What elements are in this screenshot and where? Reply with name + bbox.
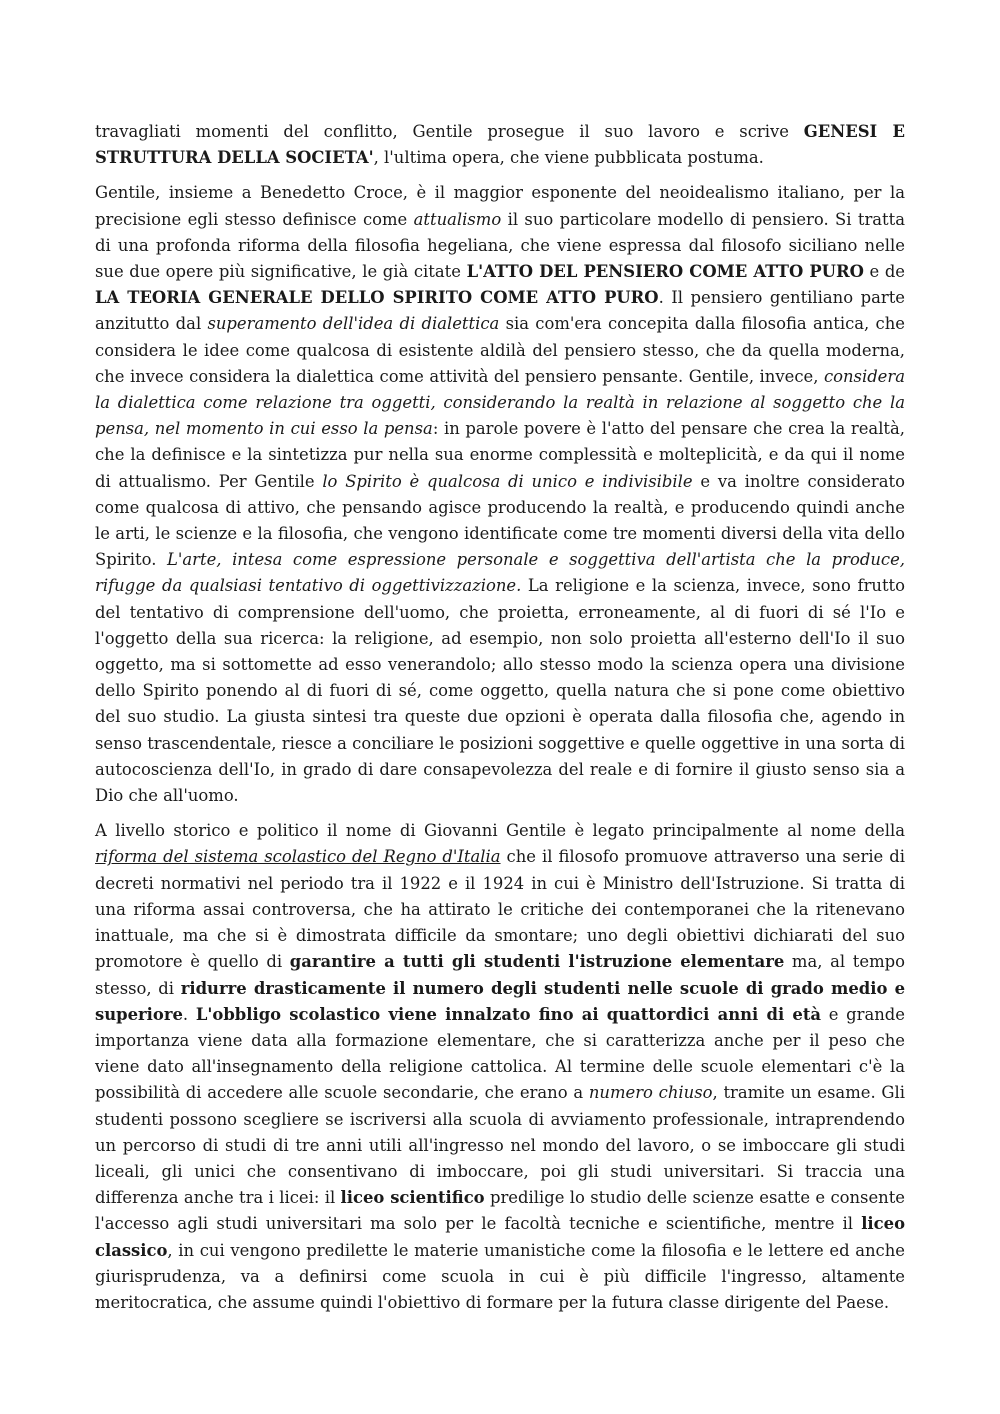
text-segment-normal: sia com'era concepita dalla filosofia antica, che considera le idee come qualcosa di esistente aldilà del pensiero stesso, che da quella moderna, che invece considera la dialettica come attività del pensiero pensante. Gentile, invece, (95, 314, 905, 386)
text-segment-bold: GENESI E STRUTTURA DELLA SOCIETA' (95, 122, 905, 168)
text-segment-bold: liceo scientifico (340, 1188, 485, 1208)
paragraph-genesi (95, 119, 905, 171)
text-segment-bold: ridurre drasticamente il numero degli studenti nelle scuole di grado medio e superiore (95, 978, 905, 1024)
text-segment-normal: . Il pensiero gentiliano parte anzitutto dal (95, 288, 906, 334)
text-segment-normal: ma, al tempo stesso, di (95, 952, 905, 998)
text-segment-normal: . (182, 1004, 196, 1024)
document-page (95, 119, 905, 1325)
text-segment-normal: travagliati momenti del conflitto, Gentile prosegue il suo lavoro e scrive (95, 122, 804, 141)
text-segment-normal: La religione e la scienza, invece, sono frutto del tentativo di comprensione dell'uomo, che proietta, erroneamente, al di fuori di sé l'Io e l'oggetto della sua ricerca: la religione, ad esempio, non solo proietta all'esterno dell'Io il suo oggetto, ma si sottomette ad esso venerandolo; allo stesso modo la scienza opera una divisione dello Spirito ponendo al di fuori di sé, come oggetto, quella natura che si pone come obiettivo del suo studio. La giusta sintesi tra queste due opzioni è operata dalla filosofia che, agendo in senso trascendentale, riesce a conciliare le posizioni soggettive e quelle oggettive in una sorta di autocoscienza dell'Io, in grado di dare consapevolezza del reale e di fornire il giusto senso sia a Dio che all'uomo. (95, 576, 905, 806)
text-segment-normal: : in parole povere è l'atto del pensare che crea la realtà, che la definisce e la sintetizza pur nella sua enorme complessità e molteplicità, e da qui il nome di attualismo. Per Gentile (95, 419, 905, 491)
text-segment-italic: attualismo (413, 209, 502, 229)
underlined-text: riforma del sistema scolastico del Regno d'Italia (95, 847, 501, 867)
text-segment-italic: lo Spirito è qualcosa di unico e indivisibile (322, 471, 693, 491)
text-segment-italic: considera la dialettica come relazione tra oggetti, considerando la realtà in relazione al soggetto che la pensa, nel momento in cui esso la pensa (95, 366, 905, 439)
text-segment-normal: predilige lo studio delle scienze esatte e consente l'accesso agli studi universitari ma solo per le facoltà tecniche e scientifiche, mentre il (95, 1188, 906, 1234)
text-segment-normal: e va inoltre considerato come qualcosa di attivo, che pensando agisce producendo la realtà, e producendo quindi anche le arti, le scienze e la filosofia, che vengono identificate come tre momenti diversi della vita dello Spirito. (95, 471, 905, 570)
text-segment-bold: L'ATTO DEL PENSIERO COME ATTO PURO (466, 262, 864, 282)
paragraph-riforma-scolastica (95, 818, 905, 1316)
text-segment-italic-underline (95, 847, 501, 866)
text-segment-normal: e de (863, 262, 906, 282)
text-segment-normal: che il filosofo promuove attraverso una serie di decreti normativi nel periodo tra il 1922 e il 1924 in cui è Ministro dell'Istruzione. Si tratta di una riforma assai controversa, che ha attirato le critiche dei contemporanei che la ritenevano inattuale, ma che si è dimostrata difficile da smontare; uno degli obiettivi dichiarati del suo promotore è quello di (95, 847, 905, 972)
text-segment-normal: , tramite un esame. Gli studenti possono scegliere se iscriversi alla scuola di avviamento professionale, intraprendendo un percorso di studi di tre anni utili all'ingresso nel mondo del lavoro, o se imboccare gli studi liceali, gli unici che consentivano di imboccare, poi gli studi universitari. Si traccia una differenza anche tra i licei: il (95, 1083, 905, 1208)
text-segment-bold: LA TEORIA GENERALE DELLO SPIRITO COME ATTO PURO (95, 288, 659, 308)
text-segment-italic: superamento dell'idea di dialettica (207, 314, 500, 334)
text-segment-normal: A livello storico e politico il nome di Giovanni Gentile è legato principalmente al nome della (95, 821, 905, 841)
text-segment-italic: numero chiuso (588, 1083, 713, 1103)
text-segment-normal: , l'ultima opera, che viene pubblicata postuma. (373, 148, 764, 168)
text-segment-bold: L'obbligo scolastico viene innalzato fino ai quattordici anni di età (195, 1004, 822, 1024)
text-segment-normal: il suo particolare modello di pensiero. Si tratta di una profonda riforma della filosofia hegeliana, che viene espressa dal filosofo siciliano nelle sue due opere più significative, le già citate (95, 209, 905, 282)
text-segment-normal: Gentile, insieme a Benedetto Croce, è il maggior esponente del neoidealismo italiano, per la precisione egli stesso definisce come (95, 183, 905, 229)
paragraph-attualismo (95, 180, 905, 809)
text-segment-normal: e grande importanza viene data alla formazione elementare, che si caratterizza anche per il peso che viene dato all'insegnamento della religione cattolica. Al termine delle scuole elementari c'è la possibilità di accedere alle scuole secondarie, che erano a (95, 1004, 906, 1103)
text-segment-bold: garantire a tutti gli studenti l'istruzione elementare (289, 952, 785, 972)
text-segment-normal: , in cui vengono predilette le materie umanistiche come la filosofia e le lettere ed anche giurisprudenza, va a definirsi come scuola in cui è più difficile l'ingresso, altamente meritocratica, che assume quindi l'obiettivo di formare per la futura classe dirigente del Paese. (95, 1240, 905, 1312)
text-segment-italic: L'arte, intesa come espressione personale e soggettiva dell'artista che la produce, rifugge da qualsiasi tentativo di oggettivizzazione. (95, 550, 905, 596)
text-segment-bold: liceo classico (95, 1214, 905, 1260)
